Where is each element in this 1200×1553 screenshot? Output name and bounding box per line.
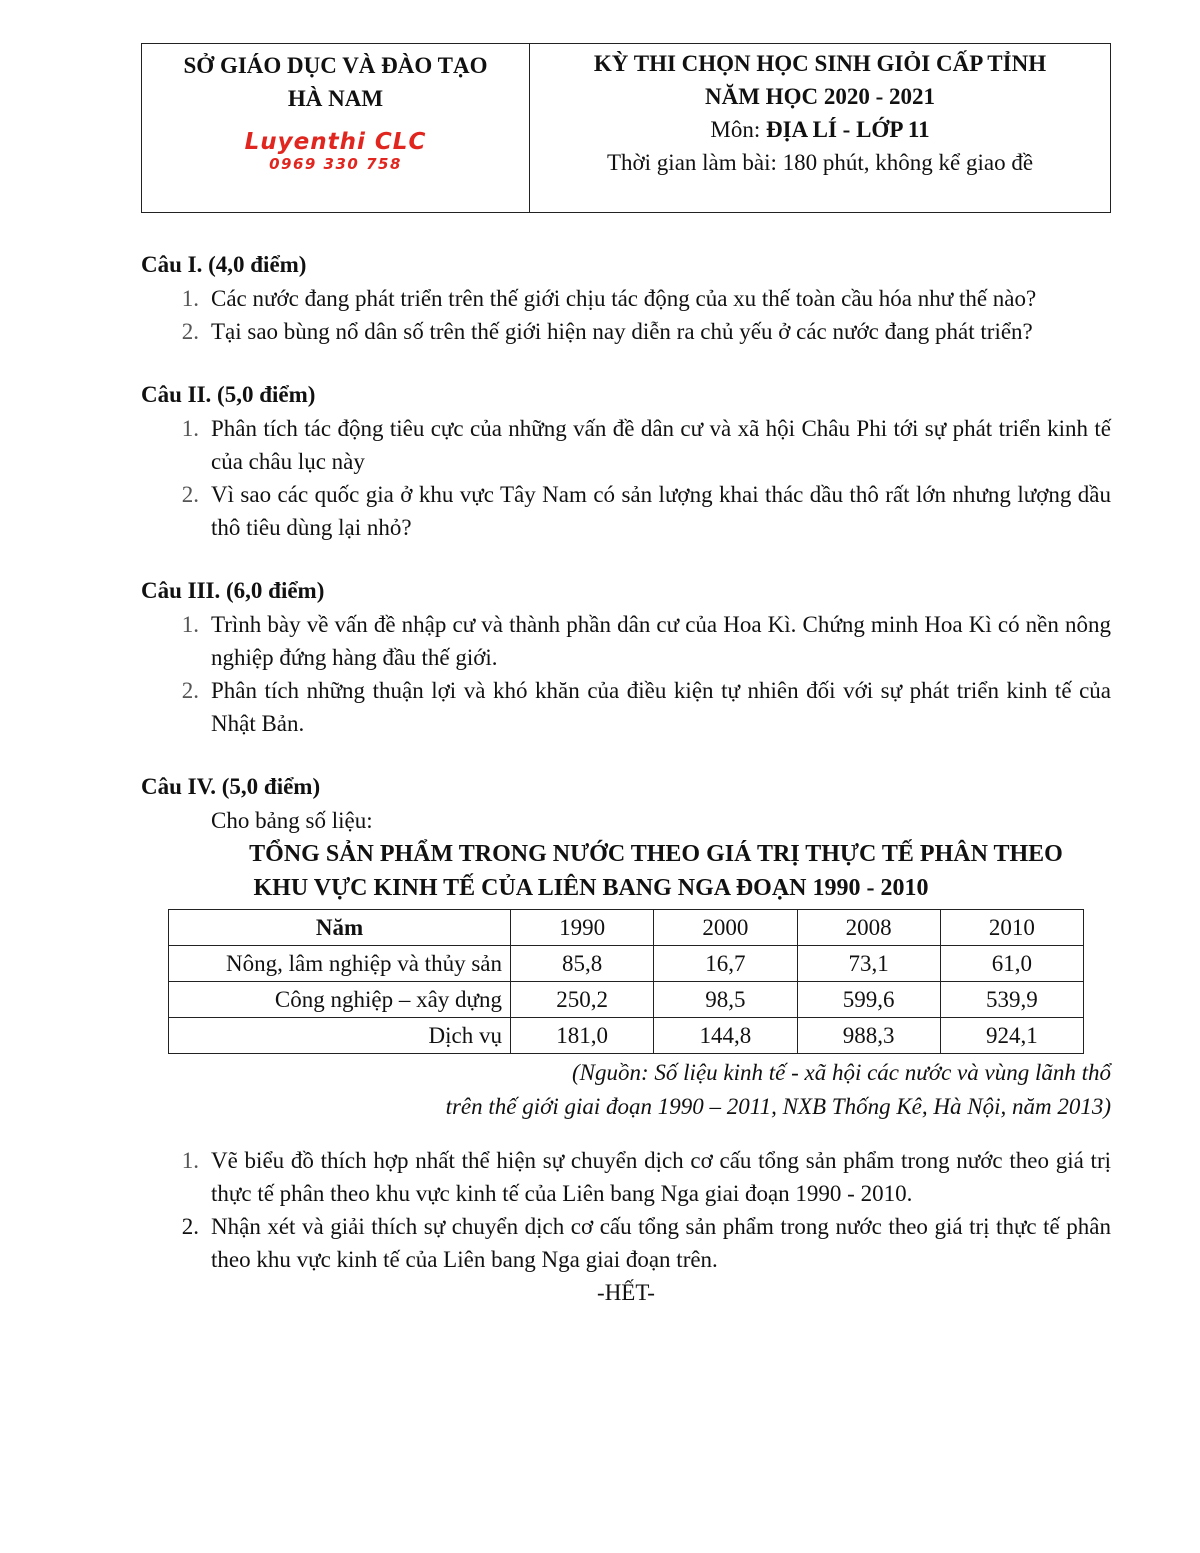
table-cell: 988,3 — [797, 1018, 940, 1054]
table-cell: 250,2 — [511, 982, 654, 1018]
list-item — [141, 478, 1111, 544]
table-cell: 539,9 — [940, 982, 1083, 1018]
table-header-cell: 2008 — [797, 910, 940, 946]
table-cell: 16,7 — [654, 946, 797, 982]
table-cell: 85,8 — [511, 946, 654, 982]
source-line-2: trên thế giới giai đoạn 1990 – 2011, NXB Thống Kê, Hà Nội, năm 2013) — [445, 1094, 1111, 1119]
list-item — [141, 282, 1111, 315]
table-cell: 61,0 — [940, 946, 1083, 982]
item-text: Nhận xét và giải thích sự chuyển dịch cơ cấu tổng sản phẩm trong nước theo giá trị thực tế phân theo khu vực kinh tế của Liên bang Nga giai đoạn trên. — [211, 1214, 1111, 1272]
item-number: 1. — [181, 286, 199, 311]
list-item — [141, 608, 1111, 674]
table-cell: 144,8 — [654, 1018, 797, 1054]
question-1 — [141, 248, 1111, 348]
item-number: 2. — [181, 678, 199, 703]
table-cell: 181,0 — [511, 1018, 654, 1054]
table-row — [169, 982, 1084, 1018]
table-title-line-2: KHU VỰC KINH TẾ CỦA LIÊN BANG NGA ĐOẠN 1990 - 2010 — [253, 875, 929, 901]
table-header-row — [169, 910, 1084, 946]
list-item — [141, 315, 1111, 348]
item-number: 1. — [181, 416, 199, 441]
gdp-table — [168, 909, 1084, 1054]
table-cell: 599,6 — [797, 982, 940, 1018]
table-title-line-1: TỔNG SẢN PHẨM TRONG NƯỚC THEO GIÁ TRỊ THỰC TẾ PHÂN THEO — [249, 841, 1063, 867]
table-cell: Công nghiệp – xây dựng — [169, 982, 511, 1018]
table-cell: 98,5 — [654, 982, 797, 1018]
table-header-cell: 2000 — [654, 910, 797, 946]
question-4 — [141, 770, 1111, 1310]
item-number: 2. — [181, 319, 199, 344]
item-text: Phân tích tác động tiêu cực của những vấn đề dân cư và xã hội Châu Phi tới sự phát triển kinh tế của châu lục này — [211, 416, 1111, 474]
list-item — [141, 674, 1111, 740]
source-line-1: (Nguồn: Số liệu kinh tế - xã hội các nước và vùng lãnh thổ — [572, 1060, 1111, 1085]
end-marker: -HẾT- — [597, 1280, 655, 1305]
table-intro: Cho bảng số liệu: — [211, 808, 373, 833]
item-text: Phân tích những thuận lợi và khó khăn của điều kiện tự nhiên đối với sự phát triển kinh tế của Nhật Bản. — [211, 678, 1111, 736]
item-text: Vẽ biểu đồ thích hợp nhất thể hiện sự chuyển dịch cơ cấu tổng sản phẩm trong nước theo giá trị thực tế phân theo khu vực kinh tế của Liên bang Nga giai đoạn 1990 - 2010. — [211, 1148, 1111, 1206]
item-number: 1. — [181, 612, 199, 637]
table-row — [169, 946, 1084, 982]
department-block — [142, 44, 530, 212]
logo-brand: Luyenthi CLC — [244, 129, 427, 155]
table-cell: Nông, lâm nghiệp và thủy sản — [169, 946, 511, 982]
table-header-cell: 2010 — [940, 910, 1083, 946]
item-text: Trình bày về vấn đề nhập cư và thành phần dân cư của Hoa Kì. Chứng minh Hoa Kì có nền nông nghiệp đứng hàng đầu thế giới. — [211, 612, 1111, 670]
table-header-cell: Năm — [169, 910, 511, 946]
subject-name: ĐỊA LÍ - LỚP 11 — [765, 117, 930, 142]
list-item — [141, 1210, 1111, 1276]
item-text: Các nước đang phát triển trên thế giới chịu tác động của xu thế toàn cầu hóa như thế nào? — [211, 286, 1037, 311]
table-cell: 73,1 — [797, 946, 940, 982]
item-number: 2. — [181, 482, 199, 507]
question-2 — [141, 378, 1111, 544]
exam-content — [141, 248, 1111, 1310]
table-cell: Dịch vụ — [169, 1018, 511, 1054]
time-limit: Thời gian làm bài: 180 phút, không kể giao đề — [606, 150, 1034, 175]
question-title: Câu III. (6,0 điểm) — [141, 578, 325, 603]
table-cell: 924,1 — [940, 1018, 1083, 1054]
question-title: Câu I. (4,0 điểm) — [141, 252, 307, 277]
item-number: 1. — [181, 1148, 199, 1173]
province-name: HÀ NAM — [287, 86, 384, 111]
table-row — [169, 1018, 1084, 1054]
exam-header — [141, 43, 1111, 213]
exam-name: KỲ THI CHỌN HỌC SINH GIỎI CẤP TỈNH — [593, 51, 1047, 76]
exam-info-block — [530, 44, 1110, 212]
table-header-cell: 1990 — [511, 910, 654, 946]
item-text: Tại sao bùng nổ dân số trên thế giới hiện nay diễn ra chủ yếu ở các nước đang phát triển? — [211, 319, 1033, 344]
logo-phone: 0969 330 758 — [269, 155, 402, 173]
question-title: Câu II. (5,0 điểm) — [141, 382, 316, 407]
question-3 — [141, 574, 1111, 740]
school-year: NĂM HỌC 2020 - 2021 — [705, 84, 935, 109]
item-text: Vì sao các quốc gia ở khu vực Tây Nam có sản lượng khai thác dầu thô rất lớn nhưng lượng dầu thô tiêu dùng lại nhỏ? — [211, 482, 1111, 540]
subject-line — [530, 113, 1110, 146]
list-item — [141, 1144, 1111, 1210]
department-name: SỞ GIÁO DỤC VÀ ĐÀO TẠO — [183, 53, 488, 78]
watermark-logo — [142, 129, 529, 173]
subject-prefix: Môn: — [710, 117, 766, 142]
list-item — [141, 412, 1111, 478]
question-title: Câu IV. (5,0 điểm) — [141, 774, 321, 799]
item-number: 2. — [181, 1214, 199, 1239]
